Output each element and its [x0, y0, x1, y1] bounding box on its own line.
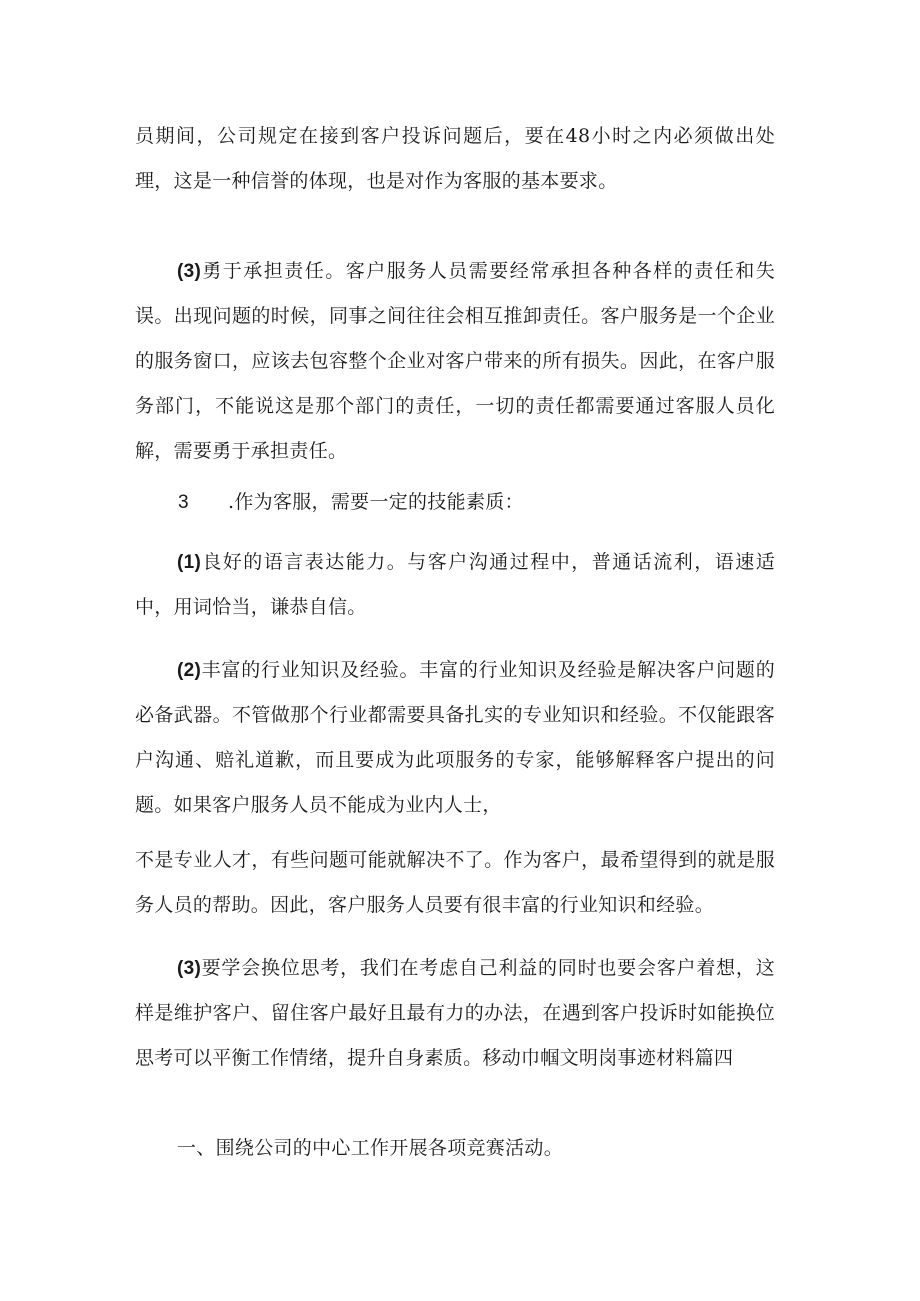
paragraph-industry-knowledge: (2)丰富的行业知识及经验。丰富的行业知识及经验是解决客户问题的必备武器。不管做那个行业都需要具备扎实的专业知识和经验。不仅能跟客户沟通、赔礼道歉，而且要成为此项服务的专家，能够解释客户提出的问题。如果客户服务人员不能成为业内人士， [135, 659, 775, 816]
paragraph-empathy: (3)要学会换位思考，我们在考虑自己利益的同时也要会客户着想，这样是维护客户、留住客户最好且最有力的办法，在遇到客户投诉时如能换位思考可以平衡工作情绪，提升自身素质。移动巾帼文明岗事迹材料篇四 [135, 957, 775, 1069]
list-marker: (3) [177, 958, 202, 979]
list-marker: (1) [177, 552, 202, 573]
section-heading: .作为客服，需要一定的技能素质： [228, 491, 524, 513]
paragraph-complaint-handling: 员期间，公司规定在接到客户投诉问题后，要在48小时之内必须做出处理，这是一种信誉的体现，也是对作为客服的基本要求。 [135, 125, 775, 192]
paragraph-competitions: 一、围绕公司的中心工作开展各项竞赛活动。 [177, 1137, 564, 1159]
paragraph-language-skills: (1)良好的语言表达能力。与客户沟通过程中，普通话流利，语速适中，用词恰当，谦恭自信。 [135, 551, 775, 618]
list-marker: (2) [177, 660, 202, 681]
paragraph-professional-talent: 不是专业人才，有些问题可能就解决不了。作为客户，最希望得到的就是服务人员的帮助。因此，客户服务人员要有很丰富的行业知识和经验。 [135, 849, 775, 916]
list-marker: (3) [177, 261, 202, 282]
paragraph-take-responsibility: (3)勇于承担责任。客户服务人员需要经常承担各种各样的责任和失误。出现问题的时候，同事之间往往会相互推卸责任。客户服务是一个企业的服务窗口，应该去包容整个企业对客户带来的所有损失。因此，在客户服务部门，不能说这是那个部门的责任，一切的责任都需要通过客服人员化解，需要勇于承担责任。 [135, 260, 775, 462]
section-number: 3 [178, 492, 189, 513]
